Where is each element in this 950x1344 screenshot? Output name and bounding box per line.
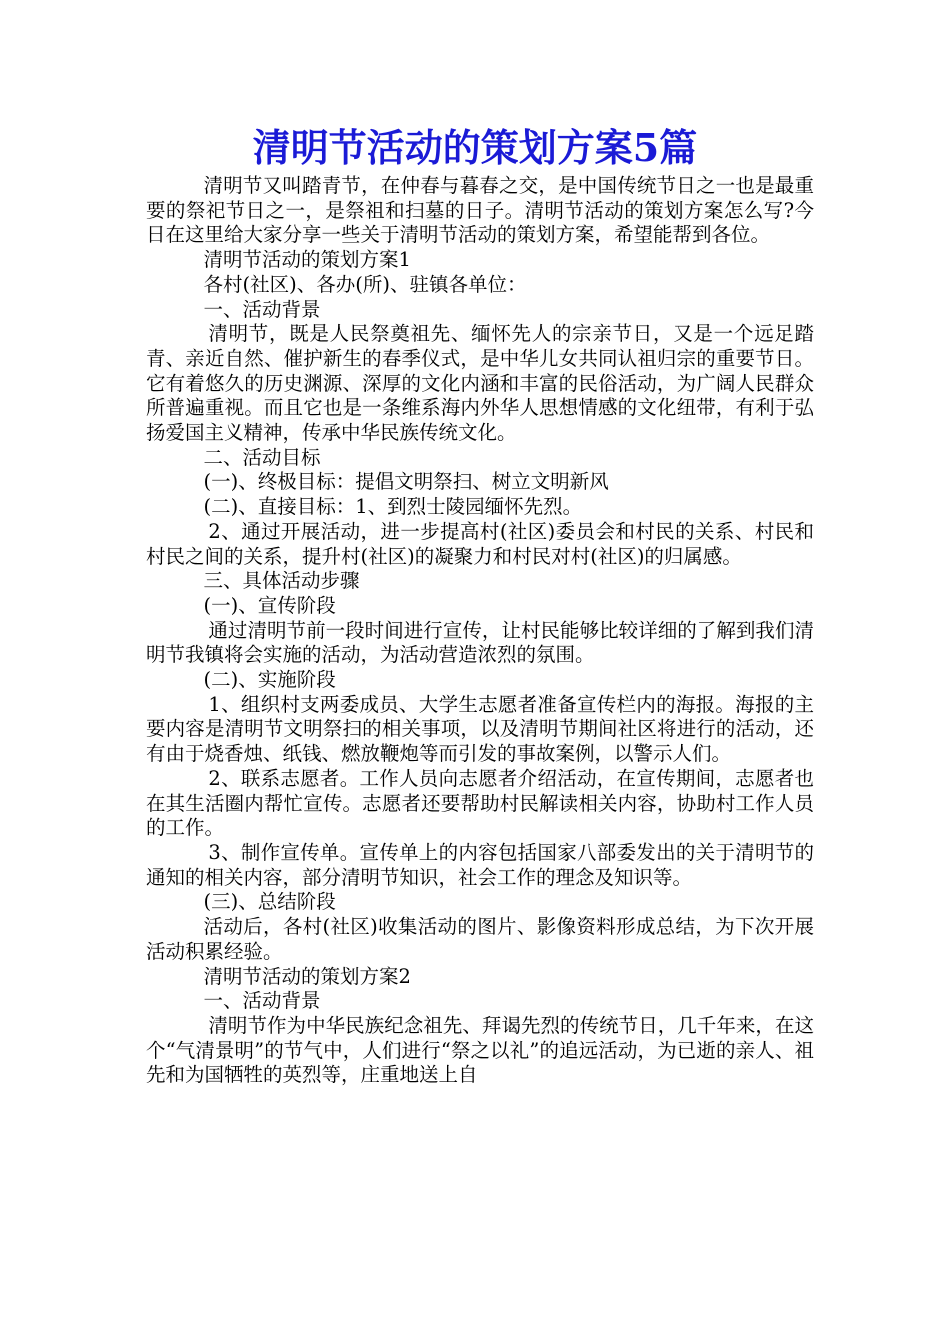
paragraph: 各村(社区)、各办(所)、驻镇各单位： [203, 272, 527, 296]
paragraph: (一)、终极目标：提倡文明祭扫、树立文明新风 [203, 470, 609, 494]
paragraph: 三、具体活动步骤 [203, 569, 360, 593]
paragraph: 通过清明节前一段时间进行宣传，让村民能够比较详细的了解到我们清明节我镇将会实施的活动，为活动营造浓烈的氛围。 [146, 618, 814, 667]
paragraph: 二、活动目标 [203, 445, 321, 469]
paragraph: 一、活动背景 [203, 989, 321, 1013]
paragraph: 2、通过开展活动，进一步提高村(社区)委员会和村民的关系、村民和村民之间的关系，提升村(社区)的凝聚力和村民对村(社区)的归属感。 [146, 519, 814, 568]
paragraph: 清明节活动的策划方案1 [203, 248, 411, 272]
paragraph: (三)、总结阶段 [203, 890, 336, 914]
paragraph: 清明节又叫踏青节，在仲春与暮春之交，是中国传统节日之一也是最重要的祭祀节日之一，是祭祖和扫墓的日子。清明节活动的策划方案怎么写?今日在这里给大家分享一些关于清明节活动的策划方案，希望能帮到各位。 [146, 174, 814, 247]
paragraph: 1、组织村支两委成员、大学生志愿者准备宣传栏内的海报。海报的主要内容是清明节文明祭扫的相关事项，以及清明节期间社区将进行的活动，还有由于烧香烛、纸钱、燃放鞭炮等而引发的事故案例，以警示人们。 [146, 692, 814, 766]
paragraph: 一、活动背景 [203, 297, 321, 321]
document-title: 清明节活动的策划方案5篇 [252, 125, 698, 170]
paragraph: 清明节活动的策划方案2 [203, 964, 411, 988]
paragraph: 3、制作宣传单。宣传单上的内容包括国家八部委发出的关于清明节的通知的相关内容，部分清明节知识，社会工作的理念及知识等。 [146, 840, 814, 889]
paragraph: 清明节作为中华民族纪念祖先、拜谒先烈的传统节日，几千年来，在这个“气清景明”的节气中，人们进行“祭之以礼”的追远活动，为已逝的亲人、祖先和为国牺牲的英烈等，庄重地送上自 [146, 1013, 814, 1087]
paragraph: (二)、实施阶段 [203, 668, 336, 692]
document-body [146, 174, 814, 1088]
paragraph: 活动后，各村(社区)收集活动的图片、影像资料形成总结，为下次开展活动积累经验。 [146, 915, 814, 963]
paragraph: 2、联系志愿者。工作人员向志愿者介绍活动，在宣传期间，志愿者也在其生活圈内帮忙宣传。志愿者还要帮助村民解读相关内容，协助村工作人员的工作。 [146, 766, 814, 840]
paragraph: (一)、宣传阶段 [203, 593, 336, 617]
paragraph: 清明节，既是人民祭奠祖先、缅怀先人的宗亲节日，又是一个远足踏青、亲近自然、催护新生的春季仪式，是中华儿女共同认祖归宗的重要节日。它有着悠久的历史渊源、深厚的文化内涵和丰富的民俗活动，为广阔人民群众所普遍重视。而且它也是一条维系海内外华人思想情感的文化纽带，有利于弘扬爱国主义精神，传承中华民族传统文化。 [146, 322, 814, 445]
paragraph: (二)、直接目标：1、到烈士陵园缅怀先烈。 [203, 495, 583, 519]
